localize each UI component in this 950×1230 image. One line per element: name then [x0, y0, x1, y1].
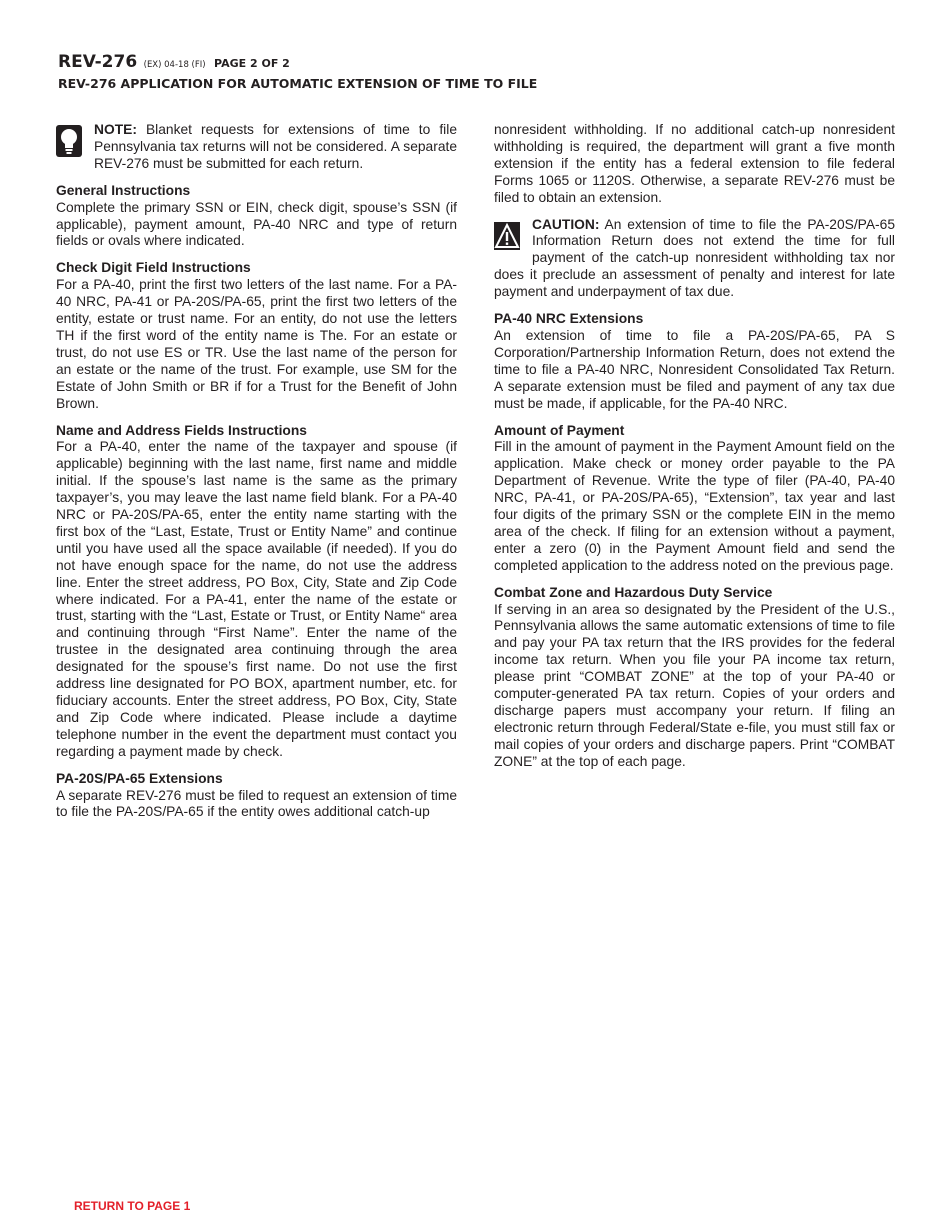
form-id-line — [58, 52, 537, 75]
note-lead: NOTE: — [94, 122, 137, 137]
form-header — [58, 52, 537, 93]
note-body: Blanket requests for extensions of time to file Pennsylvania tax returns will not be considered. A separate REV-276 must be submitted for each return. — [94, 122, 457, 171]
section-text: nonresident withholding. If no additional catch-up nonresident withholding is required, the department will grant a five month extension if the entity has a federal extension to file federal Forms 1065 or 1120S. Otherwise, a separate REV-276 must be filed to obtain an extension. — [494, 122, 895, 205]
section-heading: Check Digit Field Instructions — [56, 260, 251, 276]
caution-text — [494, 217, 895, 302]
page-indicator: PAGE 2 OF 2 — [214, 57, 290, 70]
section-text: Complete the primary SSN or EIN, check digit, spouse’s SSN (if applicable), payment amount, PA-40 NRC and type of return fields or ovals where indicated. — [56, 199, 457, 249]
left-column — [56, 122, 457, 831]
caution-lead: CAUTION: — [532, 216, 600, 232]
pa20s-extensions — [56, 771, 457, 822]
name-address-instructions — [56, 423, 457, 761]
lightbulb-icon — [56, 125, 82, 157]
section-text: If serving in an area so designated by the President of the U.S., Pennsylvania allows the same automatic extensions of time to file and pay your PA tax return that the IRS provides for the federal income tax return. When you file your PA income tax return, please print “COMBAT ZONE” at the top of your PA-40 or computer-generated PA tax return. Copies of your orders and discharge papers must accompany your return. If filing an electronic return through Federal/State e-file, you must still fax or mail copies of your orders and discharge papers. Print “COMBAT ZONE” at the top of each page. — [494, 601, 895, 769]
general-instructions — [56, 183, 457, 251]
pa40nrc-extensions — [494, 311, 895, 412]
section-heading: PA-20S/PA-65 Extensions — [56, 770, 223, 786]
section-text: Fill in the amount of payment in the Payment Amount field on the application. Make check or money order payable to the PA Department of Revenue. Write the type of filer (PA-40, PA-40 NRC, PA-41, or PA-20S/PA-65), “Extension”, tax year and last four digits of the primary SSN or the complete EIN in the memo area of the check. If filing for an extension without a payment, enter a zero (0) in the Payment Amount field and send the completed application to the address noted on the previous page. — [494, 439, 895, 573]
section-text: A separate REV-276 must be filed to request an extension of time to file the PA-20S/PA-65 if the entity owes additional catch-up — [56, 787, 457, 820]
section-heading: Combat Zone and Hazardous Duty Service — [494, 584, 773, 600]
revision-code: (EX) 04-18 (FI) — [143, 60, 206, 70]
section-heading: PA-40 NRC Extensions — [494, 311, 644, 327]
note-block — [56, 122, 457, 173]
right-column — [494, 122, 895, 781]
section-heading: Name and Address Fields Instructions — [56, 422, 307, 438]
caution-body: An extension of time to file the PA-20S/PA-65 Information Return does not extend the time for full payment of the catch-up nonresident withholding tax nor does it preclude an assessment of penalty and interest for late payment and underpayment of tax due. — [494, 216, 895, 300]
section-text: For a PA-40, enter the name of the taxpayer and spouse (if applicable) beginning with the last name, first name and middle initial. If the spouse’s last name is the same as the primary taxpayer’s, you may leave the last name field blank. For a PA-40 NRC or PA-20S/PA-65, enter the entity name starting with the first box of the “Last, Estate, Trust or Entity Name” and continue until you have used all the space available (if needed). If you do not have enough space for the name, do not use the address line. Enter the street address, PO Box, City, State and Zip Code where indicated. For a PA-41, enter the name of the estate or trust, starting with the “Last, Estate or Trust, or Entity Name“ area and continuing through “First Name”. Enter the name of the trustee in the designated area continuing through the area designated for the spouse’s first name. Do not use the first address line designated for PO BOX, apartment number, etc. for fiduciary accounts. Enter the street address, PO Box, City, State and Zip Code where indicated. Please include a daytime telephone number in the event the department must contact you regarding a payment made by check. — [56, 439, 457, 759]
caution-block — [494, 217, 895, 302]
warning-icon — [494, 220, 520, 252]
form-id: REV-276 — [58, 52, 138, 72]
pa20s-continued — [494, 122, 895, 207]
amount-of-payment — [494, 423, 895, 575]
return-to-page-1-link[interactable]: RETURN TO PAGE 1 — [74, 1199, 191, 1213]
check-digit-instructions — [56, 260, 457, 412]
section-text: For a PA-40, print the first two letters of the last name. For a PA-40 NRC, PA-41 or PA-20S/PA-65, print the first two letters of the entity, estate or trust name. For an entity, do not use the letters TH if the first word of the entity name is The. For an estate or trust, do not use ES or TR. Use the last name of the person for an estate or the name of the trust. For example, use SM for the Estate of John Smith or BR if for a Trust for the Benefit of John Brown. — [56, 277, 457, 411]
document-title: REV-276 APPLICATION FOR AUTOMATIC EXTENSION OF TIME TO FILE — [58, 76, 538, 91]
section-heading: Amount of Payment — [494, 422, 625, 438]
section-heading: General Instructions — [56, 182, 191, 198]
combat-zone — [494, 585, 895, 771]
note-text — [56, 122, 457, 173]
section-text: An extension of time to file a PA-20S/PA-65, PA S Corporation/Partnership Information Return, does not extend the time to file a PA-40 NRC, Nonresident Consolidated Tax Return. A separate extension must be filed and payment of any tax due must be made, if applicable, for the PA-40 NRC. — [494, 327, 895, 411]
